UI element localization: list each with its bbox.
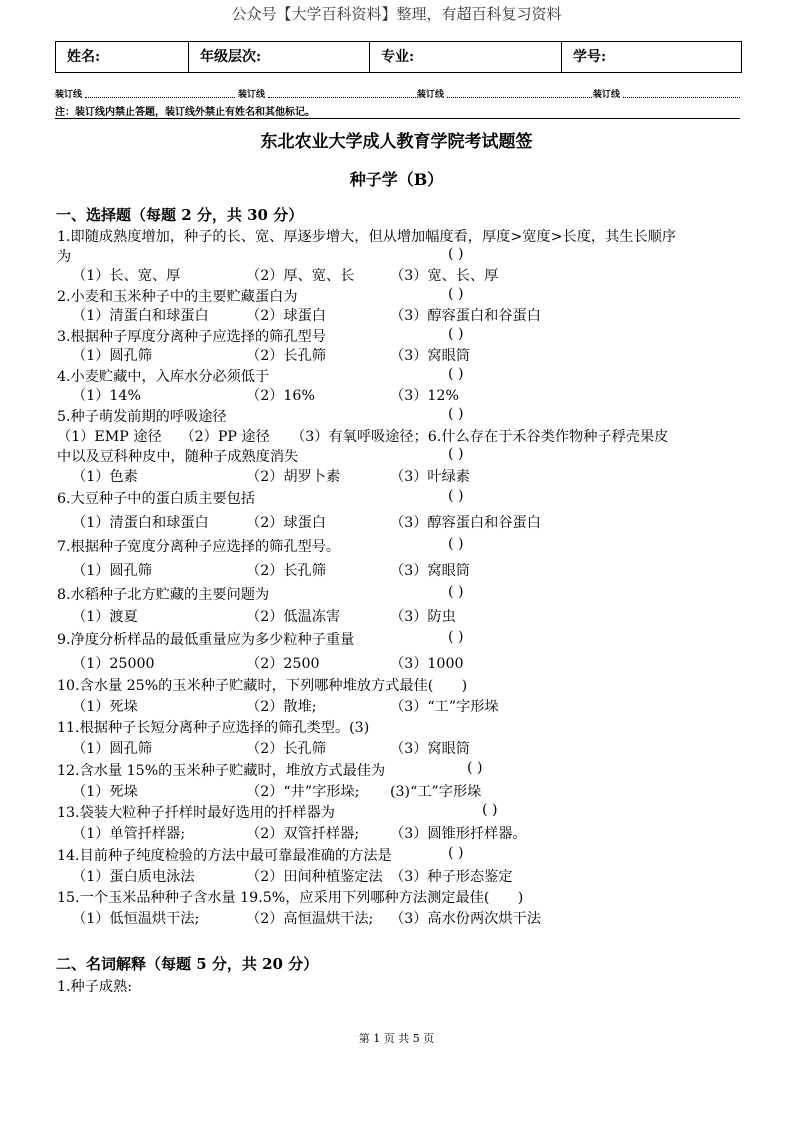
answer-blank: ( ) [448,446,464,462]
question-text: 中以及豆科种皮中，随种子成熟度消失 [57,449,299,465]
section1-heading: 一、选择题（每题 2 分，共 30 分） [56,206,304,224]
binding-dots [85,97,235,98]
exam-title: 东北农业大学成人教育学院考试题签 [260,132,533,152]
binding-label: 装订线 [55,90,83,100]
answer-blank: ( ) [448,488,464,504]
student-info-table [55,41,742,73]
binding-label: 装订线 [417,90,445,100]
question-text: 6.大豆种子中的蛋白质主要包括 [57,491,255,507]
divider [55,118,740,119]
answer-blank: ( ) [467,760,483,776]
answer-blank: ( ) [448,536,464,552]
answer-blank: ( ) [448,246,464,262]
answer-option: （1）清蛋白和球蛋白 [72,515,209,531]
answer-option: （3）窝眼筒 [390,348,470,364]
answer-option: (3)“工”字形垛 [390,784,482,800]
answer-option: （3）窝眼筒 [390,563,470,579]
answer-option: （1）色素 [72,469,138,485]
answer-blank: ( ) [448,406,464,422]
answer-option: （3）叶绿素 [390,469,470,485]
student-no-field-label: 学号: [573,49,607,65]
answer-option: （1）圆孔筛 [72,348,152,364]
major-field-label: 专业: [370,42,562,72]
answer-option: （2）“井”字形垛; [246,784,360,800]
answer-option: （1）清蛋白和球蛋白 [72,308,209,324]
answer-option: （1）圆孔筛 [72,741,152,757]
answer-option: （2）长孔筛 [246,563,326,579]
binding-dots [447,97,592,98]
answer-option: （2）双管扦样器; [246,826,360,842]
answer-option: （1）低恒温烘干法; [72,911,200,927]
answer-option: （3）宽、长、厚 [390,268,499,284]
answer-option: （2）长孔筛 [246,348,326,364]
question-text: 10.含水量 25%的玉米种子贮藏时，下列哪种堆放方式最佳( ) [57,678,468,694]
answer-option: （1）死垛 [72,699,138,715]
answer-blank: ( ) [448,629,464,645]
question-text: 7.根据种子宽度分离种子应选择的筛孔型号。 [57,539,341,555]
answer-option: （3）窝眼筒 [390,741,470,757]
binding-label: 装订线 [593,90,621,100]
answer-option: （1）单管扦样器; [72,826,186,842]
answer-blank: ( ) [448,286,464,302]
binding-label: 装订线 [238,90,266,100]
question-text: 12.含水量 15%的玉米种子贮藏时，堆放方式最佳为 [57,763,386,779]
question-text: 4.小麦贮藏中，入库水分必须低于 [57,369,270,385]
answer-option: （2）田间种植鉴定法 [246,869,383,885]
answer-option: （2）厚、宽、长 [246,268,355,284]
section2-heading: 二、名词解释（每题 5 分，共 20 分） [56,955,319,973]
question-text: 2.小麦和玉米种子中的主要贮藏蛋白为 [57,289,298,305]
answer-option: （1）死垛 [72,784,138,800]
answer-option: （2）2500 [246,656,320,672]
exam-subject: 种子学（B） [349,170,444,189]
answer-option: （1）蛋白质电泳法 [72,869,195,885]
answer-option: （3）种子形态鉴定 [390,869,513,885]
section2-item: 1.种子成熟: [57,979,133,995]
answer-option: （3）1000 [390,656,464,672]
question-text: 1.即随成熟度增加，种子的长、宽、厚逐步增大，但从增加幅度看，厚度>宽度>长度，其生长顺序 [57,229,677,245]
question-text: 5.种子萌发前期的呼吸途径 [57,409,227,425]
answer-option: （3）高水份两次烘干法 [390,911,541,927]
answer-option: （3）醇容蛋白和谷蛋白 [390,515,541,531]
answer-option: （2）散堆; [246,699,317,715]
answer-option: （1）渡夏 [72,609,138,625]
question-text: 3.根据种子厚度分离种子应选择的筛孔型号 [57,329,326,345]
question-text: 13.袋装大粒种子扦样时最好选用的扦样器为 [57,805,335,821]
question-text: （1）EMP 途径 （2）PP 途径 （3）有氧呼吸途径；6.什么存在于禾谷类作物种子稃壳果皮 [57,429,669,445]
answer-option: （2）胡罗卜素 [246,469,341,485]
answer-blank: ( ) [448,845,464,861]
answer-blank: ( ) [448,366,464,382]
question-text: 14.目前种子纯度检验的方法中最可靠最准确的方法是 [57,848,392,864]
answer-option: （2）球蛋白 [246,515,326,531]
answer-option: （2）长孔筛 [246,741,326,757]
name-field-label: 姓名: [56,42,189,72]
binding-line [55,87,740,101]
header-banner: 公众号【大学百科资料】整理，有超百科复习资料 [231,5,562,23]
answer-option: （2）16% [246,388,315,404]
answer-option: （1）长、宽、厚 [72,268,181,284]
answer-option: （3）12% [390,388,459,404]
answer-option: （2）低温冻害 [246,609,341,625]
binding-dots [268,97,418,98]
question-text: 15.一个玉米品种种子含水量 19.5%，应采用下列哪种方法测定最佳( ) [57,890,524,906]
answer-option: （3）防虫 [390,609,456,625]
answer-option: （1）圆孔筛 [72,563,152,579]
answer-option: （2）高恒温烘干法; [246,911,374,927]
question-text: 11.根据种子长短分离种子应选择的筛孔类型。(3) [57,720,370,736]
answer-blank: ( ) [448,326,464,342]
page-footer: 第 1 页 共 5 页 [358,1032,435,1045]
question-text: 为 [57,249,72,265]
binding-dots [623,97,740,98]
answer-option: （3）醇容蛋白和谷蛋白 [390,308,541,324]
answer-option: （1）14% [72,388,141,404]
question-text: 8.水稻种子北方贮藏的主要问题为 [57,587,270,603]
answer-option: （1）25000 [72,656,155,672]
grade-field-label: 年级层次: [189,42,370,72]
answer-option: （2）球蛋白 [246,308,326,324]
question-text: 9.净度分析样品的最低重量应为多少粒种子重量 [57,632,355,648]
answer-blank: ( ) [448,584,464,600]
answer-option: （3）圆锥形扦样器。 [390,826,527,842]
answer-blank: ( ) [482,802,498,818]
binding-note: 注：装订线内禁止答题，装订线外禁止有姓名和其他标记。 [55,107,315,118]
answer-option: （3）“工”字形垛 [390,699,499,715]
